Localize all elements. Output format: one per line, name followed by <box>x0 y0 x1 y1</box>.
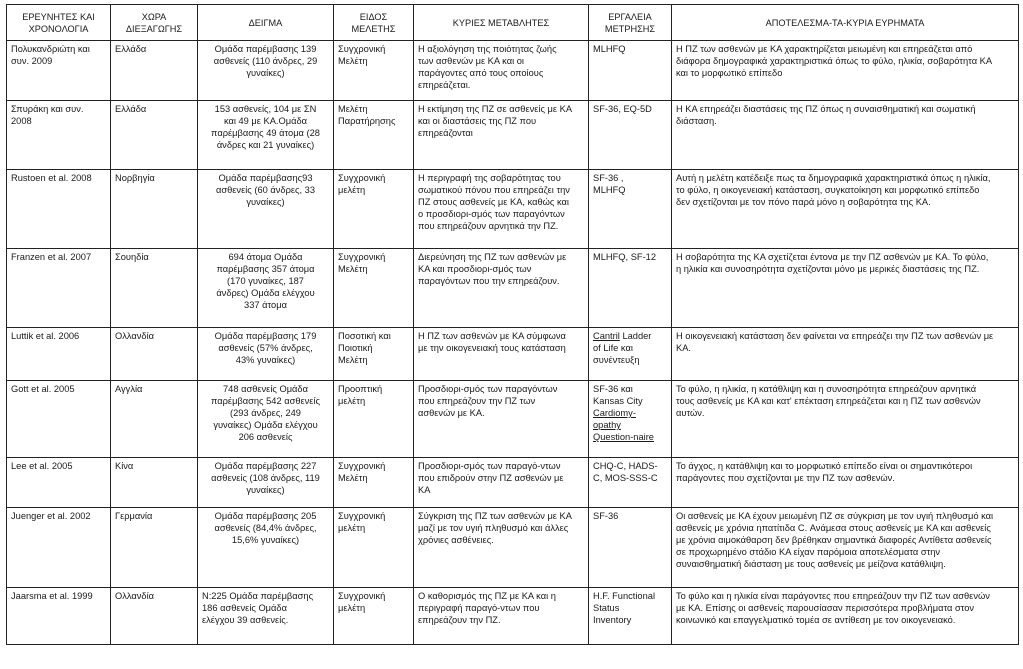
header-text: ΕΡΓΑΛΕΙΑ <box>608 11 652 22</box>
cell-researchers: Lee et al. 2005 <box>7 458 111 508</box>
literature-review-table <box>6 4 1019 645</box>
cell-study-type: Προοπτική μελέτη <box>334 381 414 458</box>
cell-sample: N:225 Ομάδα παρέμβασης 186 ασθενείς Ομάδα ελέγχου 39 ασθενείς. <box>198 588 334 645</box>
table-row <box>7 249 1019 328</box>
cell-researchers: Σπυράκη και συν. 2008 <box>7 101 111 170</box>
cell-variables: Η ΠΖ των ασθενών με ΚΑ σύμφωνα με την οικογενειακή τους κατάσταση <box>414 328 589 381</box>
cell-results: Το φύλο, η ηλικία, η κατάθλιψη και η συνοσηρότητα επηρεάζουν αρνητικά τους ασθενείς με ΚΑ και κατ' επέκταση επηρεάζεται και η ΠΖ των ασθενών αυτών. <box>672 381 1019 458</box>
cell-sample: 748 ασθενείς Ομάδα παρέμβασης 542 ασθενείς (293 άνδρες, 249 γυναίκες) Ομάδα ελέγχου 206 ασθενείς <box>198 381 334 458</box>
header-variables <box>414 5 589 41</box>
cell-results: Το φύλο και η ηλικία είναι παράγοντες που επηρεάζουν την ΠΖ των ασθενών με ΚΑ. Επίσης οι ασθενείς παρουσίασαν περισσότερα προβλήματα στον κοινωνικό και επαγγελματικό τομέα σε αντίθεση με τον οικογενειακό. <box>672 588 1019 645</box>
cell-variables: Προσδιορι-σμός των παραγόντων που επηρεάζουν την ΠΖ των ασθενών με ΚΑ. <box>414 381 589 458</box>
cell-study-type: Συγχρονική Μελέτη <box>334 458 414 508</box>
tool-name: Question-naire <box>593 432 654 442</box>
cell-variables: Προσδιορι-σμός των παραγό-ντων που επιδρούν στην ΠΖ ασθενών με ΚΑ <box>414 458 589 508</box>
cell-sample: 694 άτομα Ομάδα παρέμβασης 357 άτομα (170 γυναίκες, 187 άνδρες) Ομάδα ελέγχου 337 άτομα <box>198 249 334 328</box>
table-row <box>7 41 1019 101</box>
table-row <box>7 170 1019 249</box>
header-tools <box>589 5 672 41</box>
cell-country: Σουηδία <box>111 249 198 328</box>
cell-tools: SF-36 , MLHFQ <box>589 170 672 249</box>
cell-variables: Ο καθορισμός της ΠΖ με ΚΑ και η περιγραφή παραγό-ντων που επηρεάζουν την ΠΖ. <box>414 588 589 645</box>
header-results <box>672 5 1019 41</box>
header-text: ΧΡΟΝΟΛΟΓΙΑ <box>28 23 89 34</box>
cell-country: Ολλανδία <box>111 588 198 645</box>
tool-name: Cantril <box>593 331 620 341</box>
table-row <box>7 101 1019 170</box>
cell-results: Η οικογενειακή κατάσταση δεν φαίνεται να επηρεάζει την ΠΖ των ασθενών με ΚΑ. <box>672 328 1019 381</box>
cell-variables: Η εκτίμηση της ΠΖ σε ασθενείς με ΚΑ και οι διαστάσεις της ΠΖ που επηρεάζονται <box>414 101 589 170</box>
header-sample <box>198 5 334 41</box>
cell-results: Η ΠΖ των ασθενών με ΚΑ χαρακτηρίζεται μειωμένη και επηρεάζεται από διάφορα δημογραφικά χαρακτηριστικά όπως το φύλο, ηλικία, σοβαρότητα ΚΑ και το μορφωτικό επίπεδο <box>672 41 1019 101</box>
header-text: ΧΩΡΑ <box>141 11 167 22</box>
header-researchers <box>7 5 111 41</box>
cell-country: Γερμανία <box>111 508 198 588</box>
cell-study-type: Συγχρονική μελέτη <box>334 170 414 249</box>
cell-study-type: Συγχρονική Μελέτη <box>334 41 414 101</box>
cell-country: Ελλάδα <box>111 101 198 170</box>
cell-study-type: Συγχρονική μελέτη <box>334 508 414 588</box>
cell-country: Νορβηγία <box>111 170 198 249</box>
cell-researchers: Luttik et al. 2006 <box>7 328 111 381</box>
cell-tools: MLHFQ, SF-12 <box>589 249 672 328</box>
header-text: ΔΕΙΓΜΑ <box>248 17 283 28</box>
cell-tools <box>589 328 672 381</box>
cell-variables: Η περιγραφή της σοβαρότητας του σωματικού πόνου που επηρεάζει την ΠΖ στους ασθενείς με ΚΑ, καθώς και ο προσδιορι-σμός των παραγόντων που επηρεάζουν αρνητικά την ΠΖ. <box>414 170 589 249</box>
cell-sample: 153 ασθενείς, 104 με ΣΝ και 49 με ΚΑ.Ομάδα παρέμβασης 49 άτομα (28 άνδρες και 21 γυναίκες) <box>198 101 334 170</box>
cell-country: Αγγλία <box>111 381 198 458</box>
table-row <box>7 588 1019 645</box>
cell-sample: Ομάδα παρέμβασης 205 ασθενείς (84,4% άνδρες, 15,6% γυναίκες) <box>198 508 334 588</box>
cell-tools <box>589 381 672 458</box>
table-row <box>7 328 1019 381</box>
cell-researchers: Πολυκανδριώτη και συν. 2009 <box>7 41 111 101</box>
cell-tools: CHQ-C, HADS- C, MOS-SSS-C <box>589 458 672 508</box>
header-text: ΜΕΛΕΤΗΣ <box>351 23 396 34</box>
cell-tools: MLHFQ <box>589 41 672 101</box>
cell-study-type: Συγχρονική μελέτη <box>334 588 414 645</box>
tool-name: SF-36 και Kansas City <box>593 384 643 406</box>
table-row <box>7 381 1019 458</box>
header-text: ΕΙΔΟΣ <box>359 11 388 22</box>
cell-variables: Διερεύνηση της ΠΖ των ασθενών με ΚΑ και προσδιορι-σμός των παραγόντων που την επηρεάζουν. <box>414 249 589 328</box>
header-text: ΜΕΤΡΗΣΗΣ <box>604 23 656 34</box>
cell-sample: Ομάδα παρέμβασης 227 ασθενείς (108 άνδρες, 119 γυναίκες) <box>198 458 334 508</box>
header-text: ΕΡΕΥΝΗΤΕΣ ΚΑΙ <box>22 11 95 22</box>
cell-researchers: Gott et al. 2005 <box>7 381 111 458</box>
cell-researchers: Juenger et al. 2002 <box>7 508 111 588</box>
cell-sample: Ομάδα παρέμβασης93 ασθενείς (60 άνδρες, 33 γυναίκες) <box>198 170 334 249</box>
table-row <box>7 508 1019 588</box>
cell-results: Οι ασθενείς με ΚΑ έχουν μειωμένη ΠΖ σε σύγκριση με τον υγιή πληθυσμό και ασθενείς με χρόνια ηπατίτιδα C. Ανάμεσα στους ασθενείς με ΚΑ και ασθενείς με χρόνια αιμοκάθαρση δεν βρέθηκαν σημαντικά διαφορές Αντίθετα ασθενείς σε προχωρημένο στάδιο ΚΑ είχαν παρόμοια αποτελέσματα στην συναισθηματική διάσταση με τους ασθενείς με μείζονα κατάθλιψη. <box>672 508 1019 588</box>
cell-researchers: Rustoen et al. 2008 <box>7 170 111 249</box>
cell-results: Αυτή η μελέτη κατέδειξε πως τα δημογραφικά χαρακτηριστικά όπως η ηλικία, το φύλο, η οικογενειακή κατάσταση, συγκατοίκηση και μορφωτικό επίπεδο δεν σχετίζονται με τον πόνο παρά μόνο η σοβαρότητα της ΚΑ. <box>672 170 1019 249</box>
cell-tools: SF-36 <box>589 508 672 588</box>
cell-country: Ολλανδία <box>111 328 198 381</box>
header-text: ΔΙΕΞΑΓΩΓΗΣ <box>125 23 183 34</box>
cell-results: Η σοβαρότητα της ΚΑ σχετίζεται έντονα με την ΠΖ ασθενών με ΚΑ. Το φύλο, η ηλικία και συνοσηρότητα σχετίζονται μόνο με μερικές διαστάσεις της ΠΖ. <box>672 249 1019 328</box>
header-text: ΑΠΟΤΕΛΕΣΜΑ-ΤΑ-ΚΥΡΙΑ ΕΥΡΗΜΑΤΑ <box>765 17 925 28</box>
cell-variables: Σύγκριση της ΠΖ των ασθενών με ΚΑ μαζί με τον υγιή πληθυσμό και άλλες χρόνιες ασθένειες. <box>414 508 589 588</box>
cell-sample: Ομάδα παρέμβασης 179 ασθενείς (57% άνδρες, 43% γυναίκες) <box>198 328 334 381</box>
table-row <box>7 458 1019 508</box>
cell-results: Το άγχος, η κατάθλιψη και το μορφωτικό επίπεδο είναι οι σημαντικότεροι παράγοντες που σχετίζονται με την ΠΖ των ασθενών. <box>672 458 1019 508</box>
cell-tools: H.F. Functional Status Inventory <box>589 588 672 645</box>
cell-variables: Η αξιολόγηση της ποιότητας ζωής των ασθενών με ΚΑ και οι παράγοντες από τους οποίους επηρεάζεται. <box>414 41 589 101</box>
table-header-row <box>7 5 1019 41</box>
cell-study-type: Συγχρονική Μελέτη <box>334 249 414 328</box>
tool-name: Cardiomy- opathy <box>593 408 636 430</box>
cell-study-type: Ποσοτική και Ποιοτική Μελέτη <box>334 328 414 381</box>
cell-researchers: Jaarsma et al. 1999 <box>7 588 111 645</box>
cell-results: Η ΚΑ επηρεάζει διαστάσεις της ΠΖ όπως η συναισθηματική και σωματική διάσταση. <box>672 101 1019 170</box>
header-text: ΚΥΡΙΕΣ ΜΕΤΑΒΛΗΤΕΣ <box>452 17 550 28</box>
cell-country: Κίνα <box>111 458 198 508</box>
cell-researchers: Franzen et al. 2007 <box>7 249 111 328</box>
tool-name: Ladder of Life και συνέντευξη <box>593 331 652 365</box>
header-country <box>111 5 198 41</box>
cell-tools: SF-36, EQ-5D <box>589 101 672 170</box>
header-study-type <box>334 5 414 41</box>
cell-sample: Ομάδα παρέμβασης 139 ασθενείς (110 άνδρες, 29 γυναίκες) <box>198 41 334 101</box>
cell-study-type: Μελέτη Παρατήρησης <box>334 101 414 170</box>
cell-country: Ελλάδα <box>111 41 198 101</box>
